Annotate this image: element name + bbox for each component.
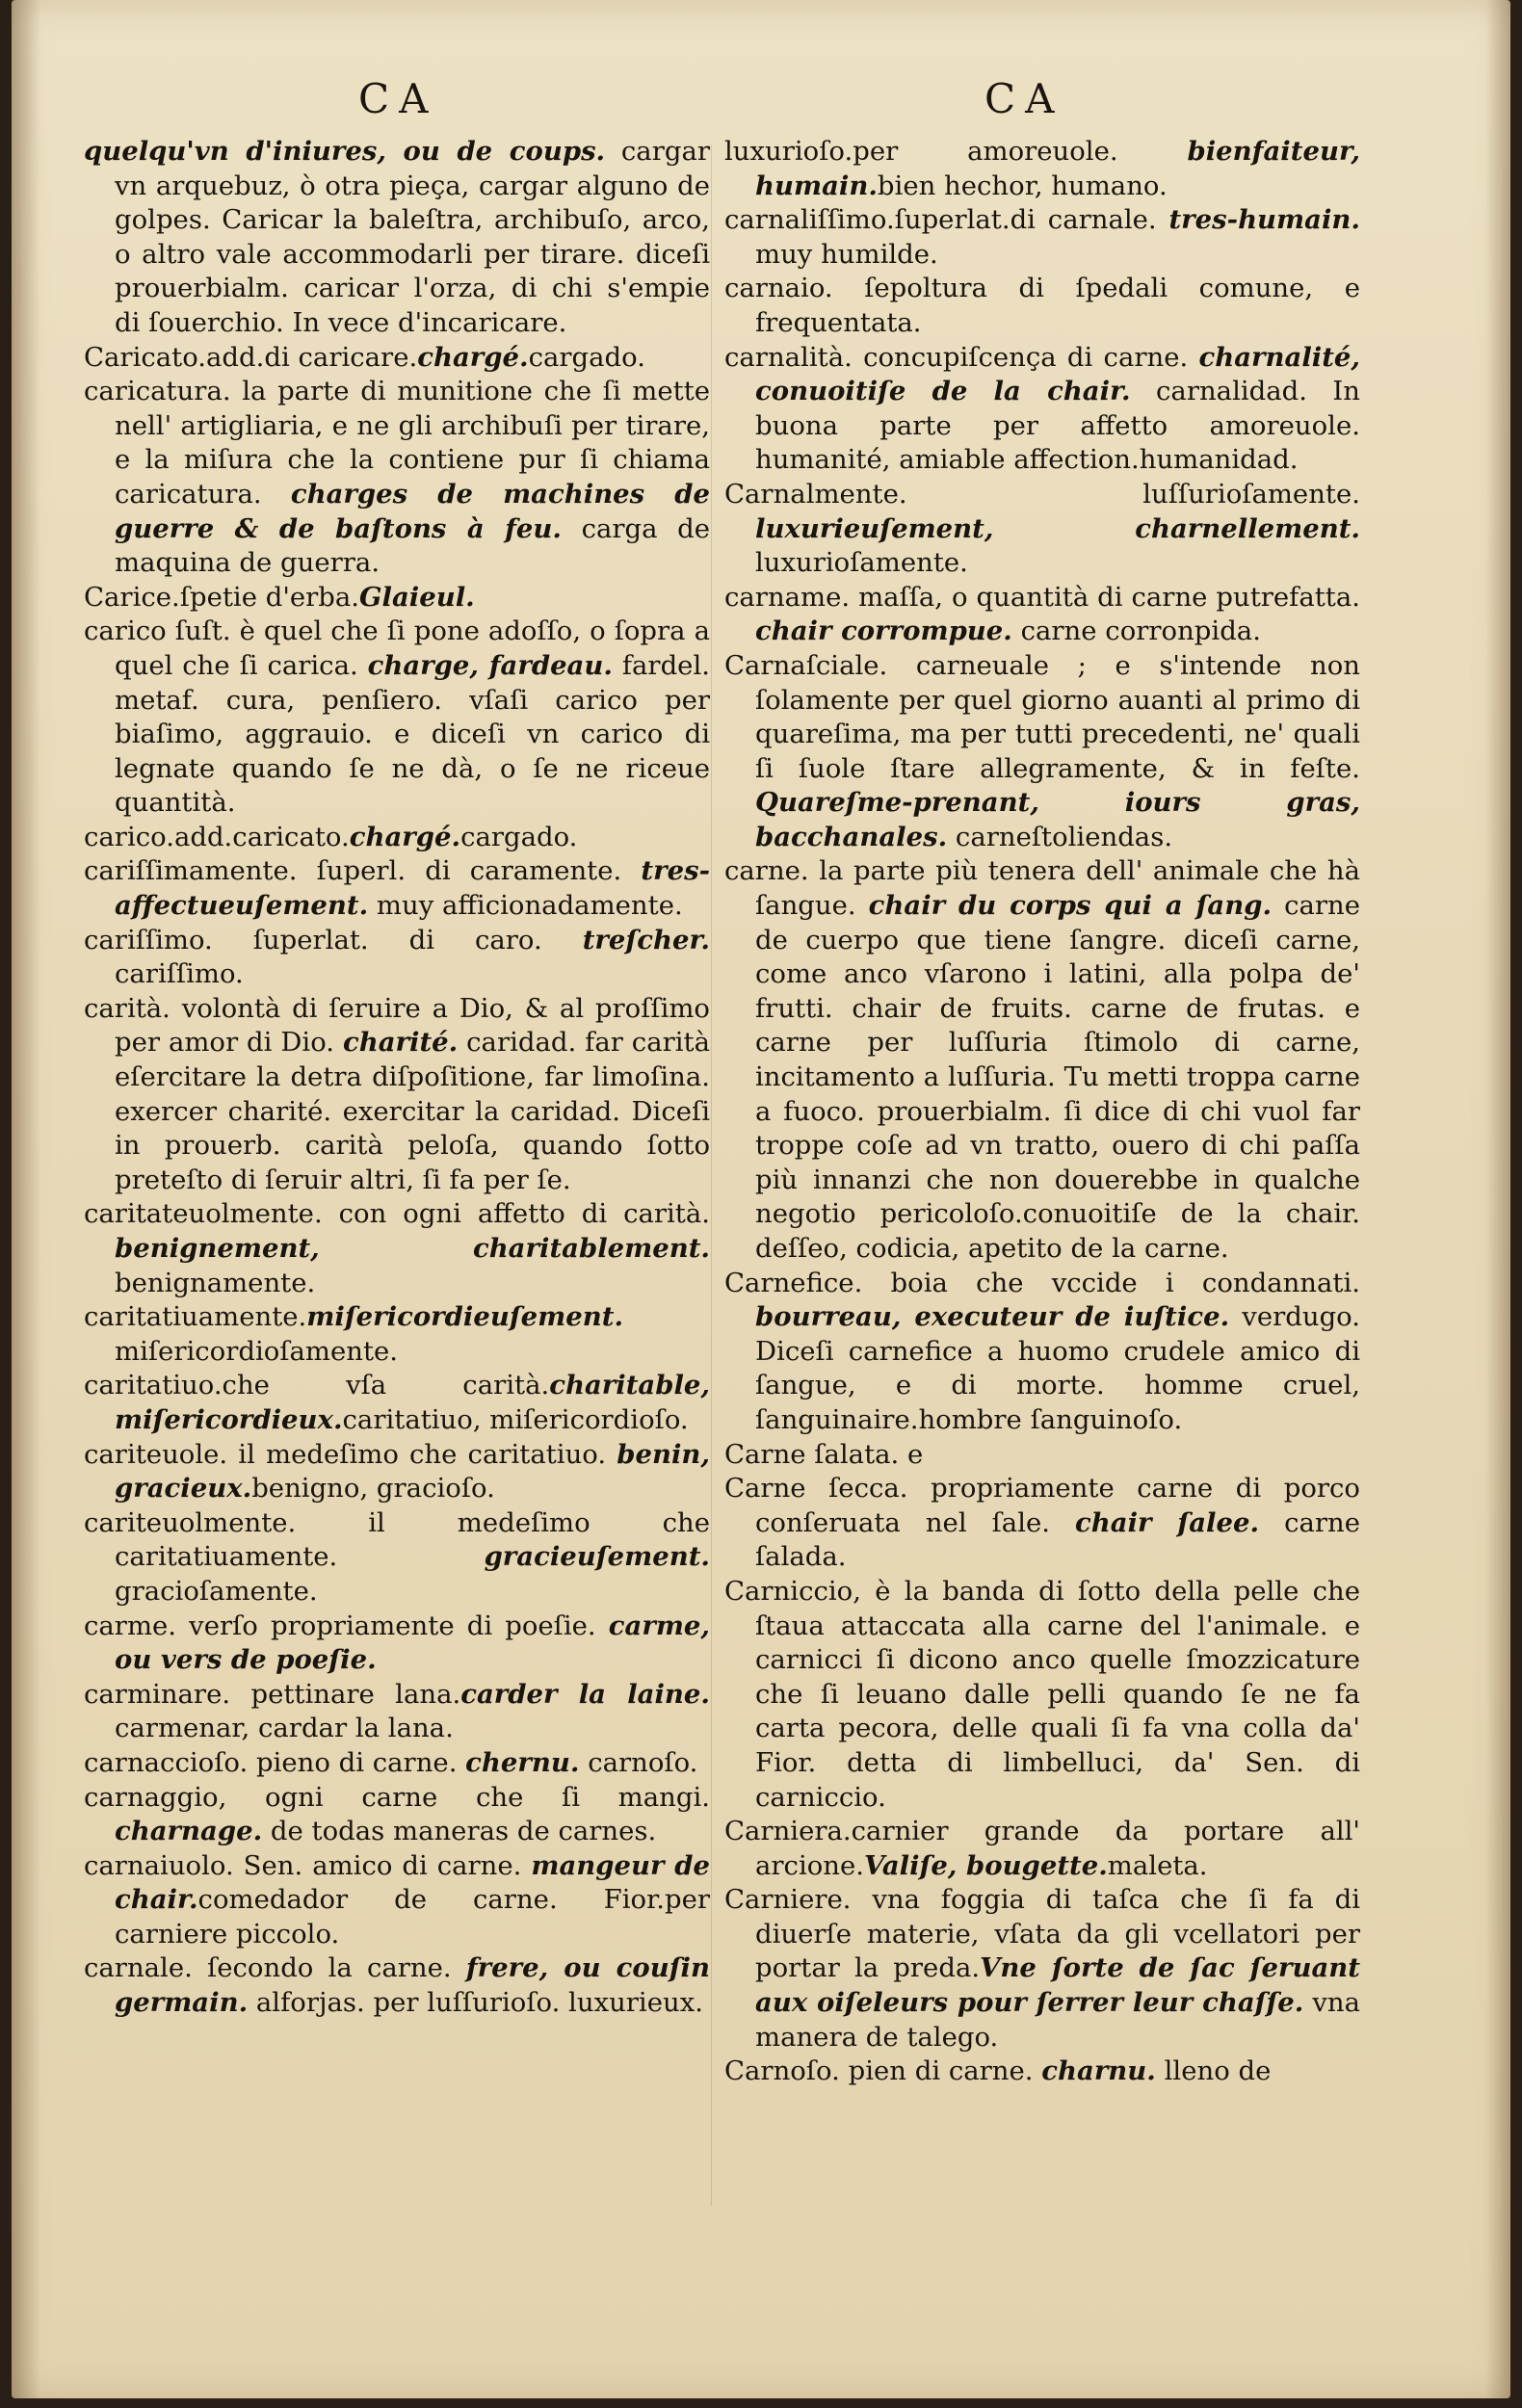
entry-text: carnaccioſo. pieno di carne. xyxy=(84,1746,466,1778)
left-column xyxy=(84,135,710,2021)
dictionary-entry xyxy=(84,1951,710,2020)
entry-continuation: caritatiuo, miſericordioſo. xyxy=(342,1403,689,1435)
dictionary-entry xyxy=(724,649,1360,855)
entry-continuation: carga de maquina de guerra. xyxy=(115,512,710,579)
entry-continuation: comedador de carne. Fior.per carniere piccolo. xyxy=(115,1884,710,1950)
entry-text: Carniera.carnier grande da portare all' arcione. xyxy=(724,1816,1360,1881)
dictionary-entry xyxy=(724,1472,1360,1575)
entry-text: cariſſimamente. ſuperl. di caramente. xyxy=(84,855,642,887)
french-gloss: tres-humain. xyxy=(1168,204,1360,236)
dictionary-entry xyxy=(84,1678,710,1746)
entry-text: carnaliſſimo.ſuperlat.di carnale. xyxy=(724,204,1169,236)
entry-continuation: cargado. xyxy=(528,341,645,373)
entry-text: Carniccio, è la banda di ſotto della pelle che ſtaua attaccata alla carne del l'animale. e carnicci ſi dicono anco quelle ſmozzicature che ſi leuano dalle pelli quando ſe ne fa carta pecora, delle quali ſi fa vna colla da' Fior. detta di limbelluci, da' Sen. di carniccio. xyxy=(724,1575,1360,1813)
right-column-header: CA xyxy=(984,75,1064,122)
french-gloss: mangeur de chair. xyxy=(115,1849,710,1916)
dictionary-entry xyxy=(84,1300,710,1369)
entry-text: carne. la parte più tenera dell' animale che hà ſangue. xyxy=(724,855,1360,922)
entry-text: Carice.ſpetie d'erba. xyxy=(84,581,360,613)
entry-text: luxurioſo.per amoreuole. xyxy=(724,136,1188,167)
entry-continuation: carnoſo. xyxy=(579,1746,698,1778)
french-gloss: benignement, charitablement. xyxy=(115,1233,710,1264)
dictionary-entry xyxy=(84,581,710,615)
dictionary-entry xyxy=(84,135,710,341)
entry-continuation: caridad. far carità eſercitare la detra diſpoſitione, far limoſina. exercer charité. exercitar la caridad. Diceſi in prouerb. carità peloſa, quando ſotto preteſto di ſeruir altri, ſi fa per ſe. xyxy=(115,1027,710,1195)
entry-text: carità. volontà di ſeruire a Dio, & al proſſimo per amor di Dio. xyxy=(84,992,710,1059)
dictionary-entry xyxy=(724,1815,1360,1883)
left-column-header: CA xyxy=(358,75,438,122)
entry-continuation: muy afficionadamente. xyxy=(368,890,683,922)
french-gloss: carder la laine. xyxy=(460,1678,710,1710)
entry-text: Carnalmente. luſſurioſamente. xyxy=(724,478,1360,510)
entry-continuation: fardel. metaf. cura, penſiero. vſaſi carico per biaſimo, aggrauio. e diceſi vn carico di legnate quando ſe ne dà, o ſe ne riceue quantità. xyxy=(115,649,710,819)
dictionary-entry xyxy=(724,1438,1360,1473)
entry-text: Carne ſalata. e xyxy=(724,1438,924,1470)
dictionary-entry xyxy=(724,272,1360,340)
entry-text: carnaio. ſepoltura di ſpedali comune, e frequentata. xyxy=(724,273,1360,338)
french-gloss: frere, ou couſin germain. xyxy=(115,1952,710,2019)
dictionary-entry xyxy=(84,1781,710,1849)
entry-continuation: lleno de xyxy=(1155,2055,1272,2087)
entry-continuation: gracioſamente. xyxy=(115,1575,318,1607)
dictionary-entry xyxy=(84,1849,710,1952)
entry-continuation: luxurioſamente. xyxy=(755,547,968,579)
entry-continuation: cargado. xyxy=(460,821,578,852)
dictionary-entry xyxy=(84,375,710,581)
dictionary-entry xyxy=(84,854,710,923)
entry-text: carico ſuſt. è quel che ſi pone adoſſo, o ſopra a quel che ſi carica. xyxy=(84,615,710,681)
entry-continuation: alforjas. per luſſurioſo. luxurieux. xyxy=(248,1987,703,2019)
entry-continuation: carneſtoliendas. xyxy=(947,821,1173,852)
entry-continuation: carmenar, cardar la lana. xyxy=(115,1713,454,1744)
french-gloss: chair du corps qui a ſang. xyxy=(868,890,1273,922)
dictionary-entry xyxy=(84,1506,710,1610)
french-gloss: chair corrompue. xyxy=(755,615,1012,647)
dictionary-entry xyxy=(724,581,1360,649)
french-gloss: gracieuſement. xyxy=(484,1541,710,1573)
entry-continuation: carnalidad. In buona parte per affetto amoreuole. humanité, amiable affection.humanidad. xyxy=(755,376,1360,476)
french-gloss: charnu. xyxy=(1041,2055,1156,2087)
entry-continuation: muy humilde. xyxy=(755,238,938,270)
entry-text: carnaggio, ogni carne che ſi mangi. xyxy=(84,1781,710,1813)
dictionary-entry xyxy=(84,1197,710,1300)
entry-continuation: de todas maneras de carnes. xyxy=(262,1816,657,1847)
right-column xyxy=(724,135,1360,2089)
entry-text: caritatiuo.che vſa carità. xyxy=(84,1370,550,1401)
dictionary-entry xyxy=(724,1267,1360,1438)
entry-continuation: cargar vn arquebuz, ò otra pieça, cargar alguno de golpes. Caricar la baleſtra, archibuſo, arco, o altro vale accommodarli per tirare. diceſi prouerbialm. caricar l'orza, di chi s'empie di ſouerchio. In vece d'incaricare. xyxy=(115,136,710,338)
french-gloss: quelqu'vn d'iniures, ou de coups. xyxy=(84,136,606,167)
entry-continuation: carne de cuerpo que tiene ſangre. diceſi carne, come anco vſarono i latini, alla polpa de' frutti. chair de fruits. carne de frutas. e carne per luſſuria ſtimolo di carne, incitamento a luſſuria. Tu metti troppa carne a fuoco. prouerbialm. ſi dice di chi vuol far troppe coſe ad vn tratto, ouero di chi paſſa più innanzi che non douerebbe in qualche negotio pericoloſo.conuoitiſe de la chair. deſſeo, codicia, apetito de la carne. xyxy=(755,890,1360,1264)
dictionary-entry xyxy=(724,135,1360,203)
entry-continuation: vna manera de talego. xyxy=(755,1987,1361,2053)
entry-continuation: benigno, gracioſo. xyxy=(251,1473,495,1505)
entry-text: carme. verſo propriamente di poeſie. xyxy=(84,1610,609,1641)
dictionary-page xyxy=(12,0,1510,2398)
french-gloss: Glaieul. xyxy=(359,581,475,613)
french-gloss: chernu. xyxy=(465,1746,580,1778)
french-gloss: chair ſalee. xyxy=(1075,1506,1260,1538)
entry-text: carnaiuolo. Sen. amico di carne. xyxy=(84,1849,532,1881)
french-gloss: Vne ſorte de ſac ſeruant aux oiſeleurs pour ſerrer leur chaſſe. xyxy=(755,1952,1360,2019)
entry-continuation: benignamente. xyxy=(115,1267,316,1298)
french-gloss: benin, gracieux. xyxy=(115,1438,710,1505)
entry-text: caritatiuamente. xyxy=(84,1301,307,1333)
entry-text: carico.add.caricato. xyxy=(84,821,350,852)
dictionary-entry xyxy=(84,1369,710,1437)
dictionary-entry xyxy=(84,821,710,855)
entry-text: Caricato.add.di caricare. xyxy=(84,341,418,373)
entry-continuation: cariſſimo. xyxy=(115,958,244,990)
dictionary-entry xyxy=(84,924,710,992)
entry-text: carnalità. concupiſcença di carne. xyxy=(724,341,1199,373)
dictionary-entry xyxy=(84,1438,710,1506)
french-gloss: Valiſe, bougette. xyxy=(864,1849,1108,1881)
entry-text: caricatura. la parte di munitione che ſi mette nell' artigliaria, e ne gli archibuſi per tirare, e la miſura che la contiene pur ſi chiama caricatura. xyxy=(84,376,710,510)
column-divider xyxy=(711,144,712,2206)
french-gloss: luxurieuſement, charnellement. xyxy=(755,512,1360,544)
dictionary-entry xyxy=(724,478,1360,581)
dictionary-entry xyxy=(84,992,710,1198)
dictionary-entry xyxy=(84,341,710,376)
entry-text: Carniere. vna foggia di taſca che ſi fa di diuerſe materie, vſata da gli vcellatori per portar la preda. xyxy=(724,1884,1360,1984)
french-gloss: carme, ou vers de poeſie. xyxy=(115,1610,710,1676)
entry-continuation: maleta. xyxy=(1107,1849,1208,1881)
entry-text: caritateuolmente. con ogni affetto di carità. xyxy=(84,1198,710,1230)
dictionary-entry xyxy=(724,1883,1360,2055)
entry-text: carminare. pettinare lana. xyxy=(84,1678,461,1710)
entry-continuation: verdugo. Diceſi carnefice a huomo crudele amico di ſangue, e di morte. homme cruel, ſanguinaire.hombre ſanguinoſo. xyxy=(755,1301,1360,1435)
entry-continuation: bien hechor, humano. xyxy=(877,170,1168,201)
entry-continuation: carne ſalada. xyxy=(755,1506,1361,1573)
entry-text: Carne ſecca. propriamente carne di porco conſeruata nel ſale. xyxy=(724,1473,1360,1538)
french-gloss: Quareſme-prenant, iours gras, bacchanales. xyxy=(755,787,1360,852)
entry-continuation: carne corronpida. xyxy=(1011,615,1261,647)
entry-text: carnale. ſecondo la carne. xyxy=(84,1952,466,1984)
dictionary-entry xyxy=(84,615,710,821)
entry-text: Carnefice. boia che vccide i condannati. xyxy=(724,1267,1360,1298)
french-gloss: chargé. xyxy=(417,341,529,373)
french-gloss: treſcher. xyxy=(582,924,710,955)
dictionary-entry xyxy=(724,1575,1360,1815)
french-gloss: tres-affectueuſement. xyxy=(115,855,710,922)
dictionary-entry xyxy=(724,2055,1360,2089)
french-gloss: charité. xyxy=(342,1027,459,1059)
entry-text: Carnaſciale. carneuale ; e s'intende non ſolamente per quel giorno auanti al primo di quareſima, ma per tutti precedenti, ne' quali ſi ſuole ſtare allegramente, & in feſte. xyxy=(724,649,1360,784)
french-gloss: bourreau, executeur de iuſtice. xyxy=(755,1301,1230,1333)
french-gloss: charnalité, conuoitiſe de la chair. xyxy=(755,341,1360,407)
dictionary-entry xyxy=(724,854,1360,1266)
entry-text: cariteuolmente. il medeſimo che caritatiuamente. xyxy=(84,1506,710,1573)
entry-text: Carnoſo. pien di carne. xyxy=(724,2055,1042,2087)
french-gloss: charges de machines de guerre & de baſtons à feu. xyxy=(115,478,711,544)
dictionary-entry xyxy=(84,1610,710,1678)
french-gloss: chargé. xyxy=(349,821,461,852)
french-gloss: bienfaiteur, humain. xyxy=(755,136,1360,201)
dictionary-entry xyxy=(84,1746,710,1781)
dictionary-entry xyxy=(724,203,1360,272)
french-gloss: charitable, miſericordieux. xyxy=(115,1370,710,1435)
entry-text: cariſſimo. ſuperlat. di caro. xyxy=(84,924,583,955)
french-gloss: charge, fardeau. xyxy=(367,649,613,681)
entry-continuation: miſericordioſamente. xyxy=(115,1335,399,1367)
dictionary-entry xyxy=(724,341,1360,478)
french-gloss: miſericordieuſement. xyxy=(306,1301,624,1333)
entry-text: carname. maſſa, o quantità di carne putrefatta. xyxy=(724,581,1360,613)
entry-text: cariteuole. il medeſimo che caritatiuo. xyxy=(84,1438,617,1470)
french-gloss: charnage. xyxy=(115,1816,263,1847)
